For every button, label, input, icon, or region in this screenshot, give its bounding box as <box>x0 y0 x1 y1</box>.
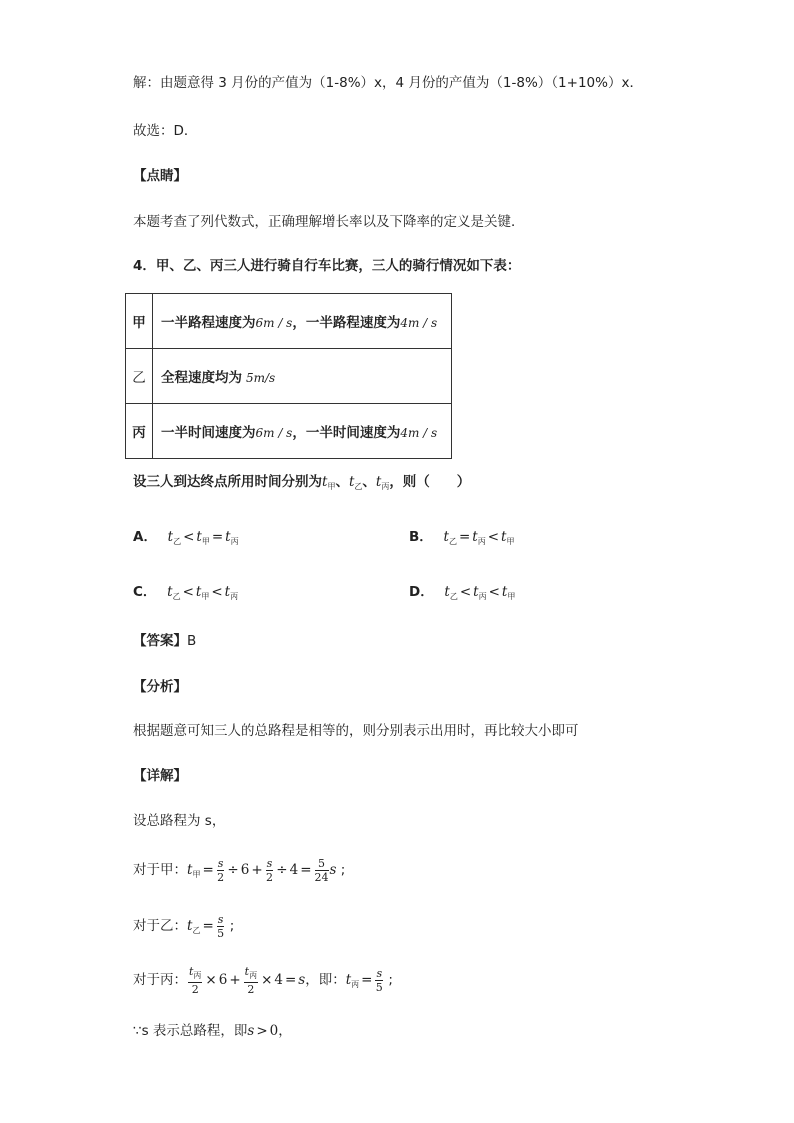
riding-table <box>125 293 452 459</box>
table-value <box>153 404 452 459</box>
because-text: ∵s 表示总路程，即 <box>133 1023 248 1039</box>
table-speed: 6m / s <box>255 316 293 330</box>
for-jia-line: 对于甲：$t_甲$ = $\frac{s}{2}$ ÷ 6 + $\frac{s}{2}$ ÷ 4 = $\frac{5}{24}$ s ; <box>133 856 346 884</box>
ask-text: 设三人到达终点所用时间分别为 <box>133 474 322 490</box>
option-a[interactable]: A． $t_乙 < t_甲 = t_丙$ <box>133 529 239 546</box>
for-bing-line: 对于丙： $\frac{t_丙}{2}$ × 6 + $\frac{t_丙}{2}$ × 4 = s，即：$t_丙$ = $\frac{s}{5}$ ; <box>133 964 393 996</box>
option-d[interactable]: D． $t_乙 < t_丙 < t_甲$ <box>409 584 516 601</box>
answer-line <box>133 631 196 651</box>
fenxi-text: 根据题意可知三人的总路程是相等的，则分别表示出用时，再比较大小即可 <box>133 723 579 739</box>
because-line: ∵s 表示总路程，即s > 0， <box>133 1023 292 1039</box>
answer-tag: 【答案】 <box>133 633 187 649</box>
for-yi-label: 对于乙： <box>133 918 187 934</box>
because-end: ， <box>278 1023 292 1039</box>
table-key: 乙 <box>126 349 153 404</box>
set-s-line: 设总路程为 s， <box>133 813 226 829</box>
question-4-ask: 设三人到达终点所用时间分别为$t_甲$、$t_乙$、$t_丙$，则（ ） <box>133 474 471 491</box>
table-key: 甲 <box>126 294 153 349</box>
question-4-stem: 4．甲、乙、丙三人进行骑自行车比赛，三人的骑行情况如下表： <box>133 258 521 274</box>
option-label: C． <box>133 584 157 600</box>
table-value <box>153 294 452 349</box>
sub-jia: 甲 <box>327 482 336 491</box>
option-c[interactable]: C． $t_乙 < t_甲 < t_丙$ <box>133 584 239 601</box>
for-yi-line: 对于乙：$t_乙$ = $\frac{s}{5}$ ; <box>133 912 235 940</box>
table-speed: 5m/s <box>246 371 276 385</box>
ask-text: ，则（ ） <box>389 474 471 490</box>
option-b[interactable]: B． $t_乙 = t_丙 < t_甲$ <box>409 529 515 546</box>
table-speed: 4m / s <box>400 426 438 440</box>
table-key: 丙 <box>126 404 153 459</box>
table-text: 一半时间速度为 <box>161 425 256 441</box>
for-jia-label: 对于甲： <box>133 862 187 878</box>
fenxi-tag: 【分析】 <box>133 679 187 695</box>
answer-value: B <box>187 633 197 649</box>
table-row <box>126 294 452 349</box>
table-value <box>153 349 452 404</box>
dianjing-text: 本题考查了列代数式，正确理解增长率以及下降率的定义是关键． <box>133 214 525 230</box>
table-text: ，一半时间速度为 <box>292 425 401 441</box>
table-row <box>126 349 452 404</box>
option-label: D． <box>409 584 434 600</box>
option-label: B． <box>409 529 433 545</box>
dianjing-tag: 【点睛】 <box>133 168 187 184</box>
sub-bing: 丙 <box>381 482 390 491</box>
for-bing-label: 对于丙： <box>133 972 187 988</box>
table-speed: 6m / s <box>255 426 293 440</box>
sub-yi: 乙 <box>354 482 363 491</box>
table-text: 一半路程速度为 <box>161 315 256 331</box>
xiangjie-tag: 【详解】 <box>133 768 187 784</box>
choose-line: 故选：D． <box>133 123 198 139</box>
solution-line: 解：由题意得 3 月份的产值为（1-8%）x，4 月份的产值为（1-8%）（1+10%）x． <box>133 75 643 91</box>
table-row <box>126 404 452 459</box>
table-text: 全程速度均为 <box>161 370 242 386</box>
table-text: ，一半路程速度为 <box>292 315 401 331</box>
table-speed: 4m / s <box>400 316 438 330</box>
option-label: A． <box>133 529 157 545</box>
ji-text: ，即： <box>305 972 346 988</box>
